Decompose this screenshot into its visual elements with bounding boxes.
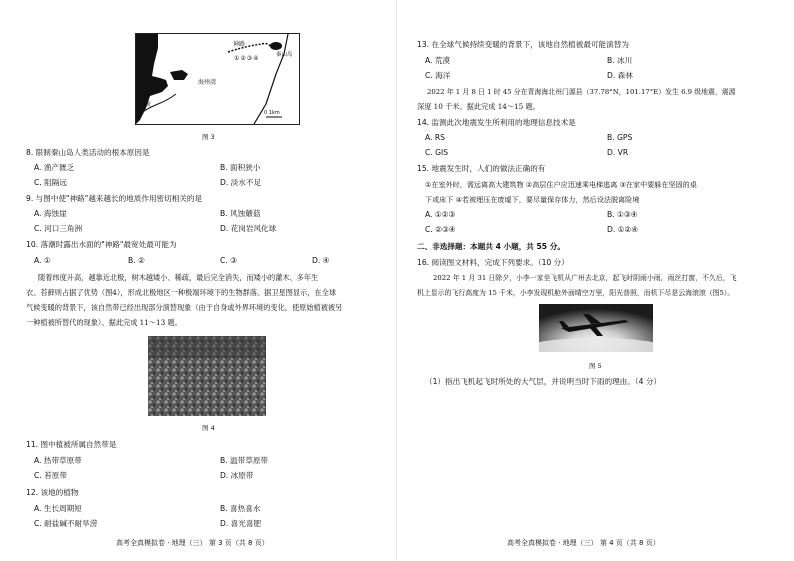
marker-4: ④ [253, 55, 260, 62]
q15-items-line-2: 下或床下 ④若被埋压在废墟下，要尽量保存体力，然后设法脱离险境 [425, 195, 640, 204]
figure-4-caption: 图 4 [202, 424, 215, 432]
section-2-heading: 二、非选择题：本题共 4 小题，共 55 分。 [417, 242, 565, 251]
marker-2: ② [240, 55, 247, 62]
tundra-texture [148, 336, 266, 416]
figure-5-airplane-photo [539, 304, 653, 352]
figure-4-tundra-photo [148, 336, 266, 416]
q12-option-c[interactable]: C. 耐盐碱不耐旱涝 [34, 519, 98, 528]
left-page-footer: 高考全真模拟卷 · 地理（三） 第 3 页（共 8 页） [116, 539, 269, 547]
label-haizhou-bay: 海州湾 [198, 79, 217, 86]
q13-option-c[interactable]: C. 海洋 [425, 71, 451, 80]
q8-option-a[interactable]: A. 渔产匮乏 [34, 163, 75, 172]
q12-option-d[interactable]: D. 喜光喜肥 [220, 519, 262, 528]
q14-stem: 14. 监测此次地震发生所利用的地理信息技术是 [417, 118, 576, 127]
q11-option-d[interactable]: D. 冰原带 [220, 471, 254, 480]
passage3-line-2: 机上显示的飞行高度为 15 千米，小李发现机舱外面晴空万里，阳光普照，而机下尽是云海滚滚（图5）。 [417, 289, 735, 297]
qinshan-island [270, 42, 282, 50]
q15-option-a[interactable]: A. ①②③ [425, 210, 456, 219]
q8-option-b[interactable]: B. 面积狭小 [220, 163, 261, 172]
figure-3-map [135, 33, 300, 125]
q14-option-d[interactable]: D. VR [607, 148, 629, 157]
passage-line-3: 气候变暖的背景下，该自然带已经出现部分演替现象（由于自身或外界环境的变化，使原始植被被另 [26, 303, 343, 312]
q9-option-a[interactable]: A. 海蚀崖 [34, 209, 67, 218]
q16-part-1: （1）指出飞机起飞时所处的大气层，并说明当时下雨的理由。（4 分） [425, 377, 662, 386]
passage3-line-1: 2022 年 1 月 31 日除夕，小李一家坐飞机从广州去北京，起飞时阴雨小雨，雨丝打窗，不久后，飞 [433, 274, 737, 282]
q15-option-d[interactable]: D. ①②④ [607, 225, 639, 234]
q10-option-c[interactable]: C. ③ [220, 256, 237, 265]
scale-label: 0 1km [264, 110, 280, 116]
label-river: 河流 [140, 102, 152, 108]
marker-3: ③ [246, 55, 254, 62]
right-page [397, 0, 794, 561]
q15-items-line-1: ①在室外时，需远离高大建筑物 ②高层住户应迅速乘电梯逃离 ③在家中要躲在坚固的桌 [425, 180, 697, 189]
q14-option-c[interactable]: C. GIS [425, 148, 449, 157]
map-markers [234, 54, 260, 64]
q10-option-b[interactable]: B. ② [128, 256, 145, 265]
coastal-island [170, 70, 188, 80]
q12-option-b[interactable]: B. 喜热喜水 [220, 504, 261, 513]
q13-option-b[interactable]: B. 冰川 [607, 56, 633, 65]
q8-stem: 8. 限制秦山岛人类活动的根本原因是 [26, 148, 150, 157]
passage-line-1: 随着纬度升高，越靠近北极，树木越矮小、稀疏，最后完全消失，而矮小的灌木、多年生 [38, 273, 319, 282]
q15-stem: 15. 地震发生时，人们的做法正确的有 [417, 164, 546, 173]
passage-line-2: 衣、苔藓则占据了优势（图4），形成北极地区一种极端环境下的生物群落。据卫星图显示，在全球 [26, 288, 337, 297]
q9-option-c[interactable]: C. 河口三角洲 [34, 224, 83, 233]
coast-land [136, 34, 168, 124]
q11-option-b[interactable]: B. 温带草原带 [220, 456, 269, 465]
q9-stem: 9. 与图中使"神路"越来越长的地质作用密切相关的是 [26, 194, 203, 203]
passage2-line-1: 2022 年 1 月 8 日 1 时 45 分在青海海北州门源县（37.78°N，101.17°E）发生 6.9 级地震，震源 [427, 88, 736, 96]
q14-option-a[interactable]: A. RS [425, 133, 445, 142]
q11-option-a[interactable]: A. 热带草原带 [34, 456, 82, 465]
label-shenlu: 神路 [233, 41, 246, 48]
q12-option-a[interactable]: A. 生长周期短 [34, 504, 82, 513]
airplane-scene [539, 304, 653, 352]
q10-option-a[interactable]: A. ① [34, 256, 51, 265]
right-page-footer: 高考全真模拟卷 · 地理（三） 第 4 页（共 8 页） [507, 539, 660, 547]
q10-option-d[interactable]: D. ④ [312, 256, 330, 265]
q13-stem: 13. 在全球气候持续变暖的背景下，该地自然植被最可能演替为 [417, 40, 629, 49]
passage-line-4: 一种植被所替代的现象）。据此完成 11～13 题。 [26, 318, 182, 327]
q14-option-b[interactable]: B. GPS [607, 133, 633, 142]
q9-option-b[interactable]: B. 风蚀蘑菇 [220, 209, 261, 218]
q15-option-b[interactable]: B. ①③④ [607, 210, 638, 219]
q12-stem: 12. 该地的植物 [26, 488, 79, 497]
q10-stem: 10. 落潮时露出水面的"神路"最宽处最可能为 [26, 240, 177, 249]
q15-option-c[interactable]: C. ②③④ [425, 225, 456, 234]
q11-stem: 11. 图中植被所属自然带是 [26, 440, 117, 449]
figure-3-caption: 图 3 [202, 133, 215, 141]
figure-5-caption: 图 5 [589, 362, 602, 370]
label-qinshan-island: 秦山岛 [276, 52, 293, 58]
q8-option-c[interactable]: C. 阻隔远 [34, 178, 67, 187]
q8-option-d[interactable]: D. 淡水不足 [220, 178, 262, 187]
q11-option-c[interactable]: C. 苔原带 [34, 471, 67, 480]
q13-option-a[interactable]: A. 荒漠 [425, 56, 451, 65]
q13-option-d[interactable]: D. 森林 [607, 71, 633, 80]
q9-option-d[interactable]: D. 花岗岩风化球 [220, 224, 277, 233]
passage2-line-2: 深度 10 千米。据此完成 14～15 题。 [417, 102, 540, 111]
marker-1: ① [234, 55, 241, 62]
q16-stem: 16. 阅读图文材料，完成下列要求。（10 分） [417, 258, 569, 267]
